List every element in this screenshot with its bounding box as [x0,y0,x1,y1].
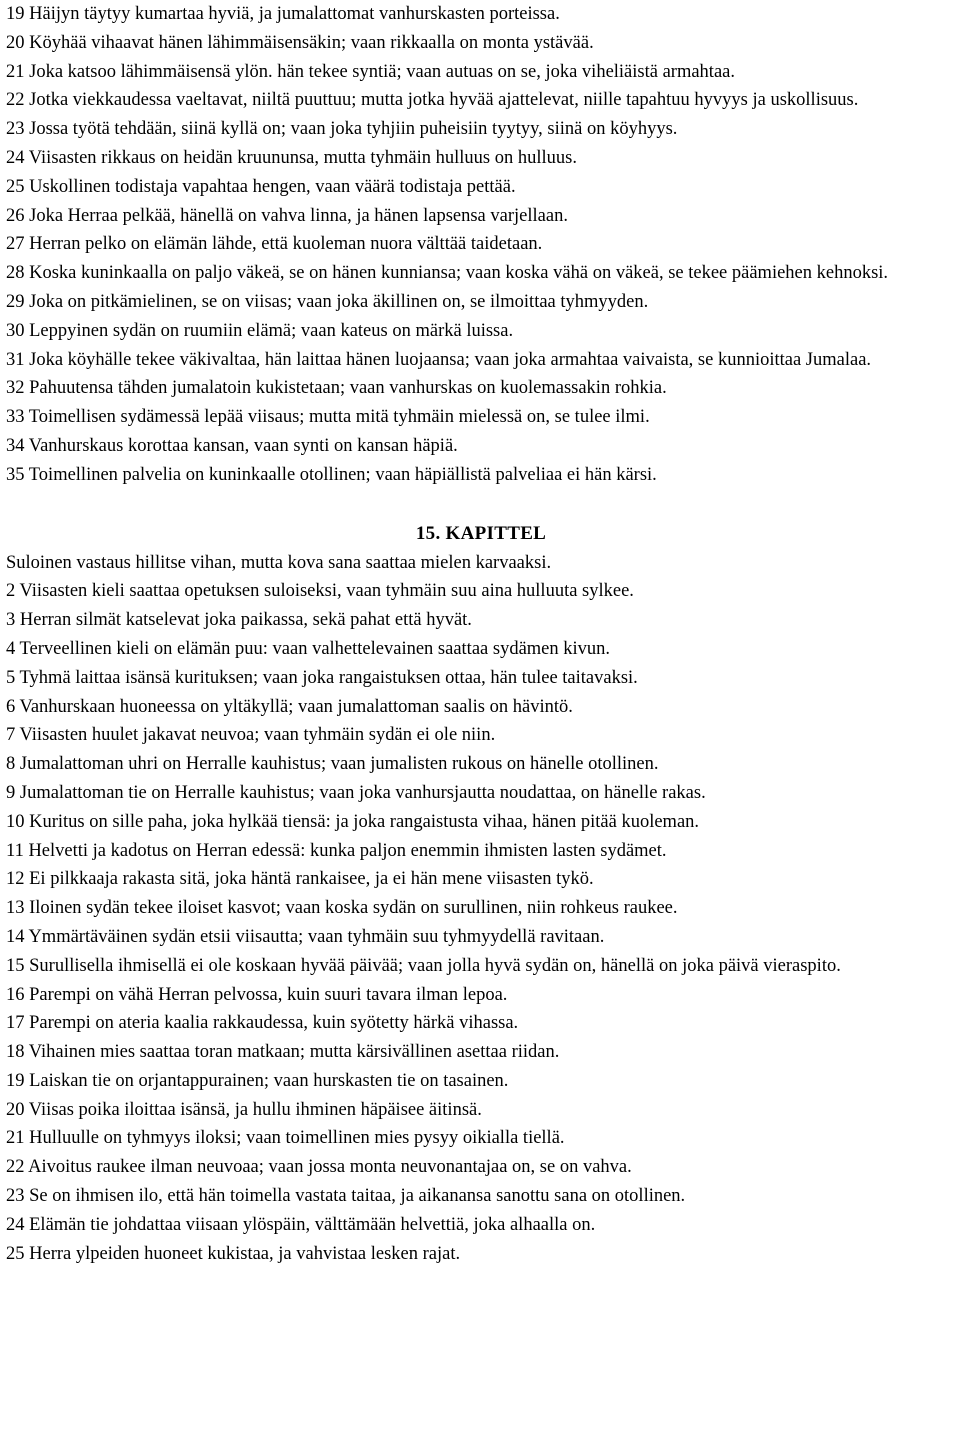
verse-paragraph: 22 Jotka viekkaudessa vaeltavat, niiltä puuttuu; mutta jotka hyvää ajattelevat, niille tapahtuu hyvyys ja uskollisuus. [6,90,859,111]
verse-paragraph: 17 Parempi on ateria kaalia rakkaudessa, kuin syötetty härkä vihassa. [6,1013,519,1034]
verse-paragraph: 20 Köyhää vihaavat hänen lähimmäisensäkin; vaan rikkaalla on monta ystävää. [6,32,594,53]
verse-paragraph: 33 Toimellisen sydämessä lepää viisaus; mutta mitä tyhmäin mielessä on, se tulee ilmi. [6,407,650,428]
verse-paragraph: 22 Aivoitus raukee ilman neuvoaa; vaan jossa monta neuvonantajaa on, se on vahva. [6,1157,632,1178]
verse-paragraph: 23 Se on ihmisen ilo, että hän toimella vastata taitaa, ja aikanansa sanottu sana on otollinen. [6,1186,686,1207]
verse-paragraph: 10 Kuritus on sille paha, joka hylkää tiensä: ja joka rangaistusta vihaa, hänen pitää kuoleman. [6,811,700,832]
verse-paragraph: 18 Vihainen mies saattaa toran matkaan; mutta kärsivällinen asettaa riidan. [6,1042,560,1063]
verse-paragraph: 24 Elämän tie johdattaa viisaan ylöspäin, välttämään helvettiä, joka alhaalla on. [6,1214,596,1235]
verse-paragraph: 19 Laiskan tie on orjantappurainen; vaan hurskasten tie on tasainen. [6,1070,509,1091]
verse-paragraph: 16 Parempi on vähä Herran pelvossa, kuin suuri tavara ilman lepoa. [6,984,508,1005]
verse-paragraph: 21 Hulluulle on tyhmyys iloksi; vaan toimellinen mies pysyy oikialla tiellä. [6,1128,565,1149]
verse-paragraph: 20 Viisas poika iloittaa isänsä, ja hullu ihminen häpäisee äitinsä. [6,1099,482,1120]
verse-paragraph: 4 Terveellinen kieli on elämän puu: vaan valhettelevainen saattaa sydämen kivun. [6,638,611,659]
chapter-heading: 15. KAPITTEL [415,522,547,544]
verse-paragraph: 21 Joka katsoo lähimmäisensä ylön. hän tekee syntiä; vaan autuas on se, joka viheliäistä armahtaa. [6,61,735,82]
verse-paragraph: 31 Joka köyhälle tekee väkivaltaa, hän laittaa hänen luojaansa; vaan joka armahtaa vaivaista, se kunnioittaa Jumalaa. [6,349,872,370]
verse-paragraph: 29 Joka on pitkämielinen, se on viisas; vaan joka äkillinen on, se ilmoittaa tyhmyyden. [6,291,649,312]
verse-paragraph: 26 Joka Herraa pelkää, hänellä on vahva linna, ja hänen lapsensa varjellaan. [6,205,568,226]
verse-paragraph: 12 Ei pilkkaaja rakasta sitä, joka häntä rankaisee, ja ei hän mene viisasten tykö. [6,869,594,890]
verse-paragraph: 25 Herra ylpeiden huoneet kukistaa, ja vahvistaa lesken rajat. [6,1243,461,1264]
verse-paragraph: 11 Helvetti ja kadotus on Herran edessä: kunka paljon enemmin ihmisten lasten sydämet. [6,840,667,861]
verse-paragraph: 28 Koska kuninkaalla on paljo väkeä, se on hänen kunniansa; vaan koska vähä on väkeä, se tekee päämiehen kehnoksi. [6,263,889,284]
verse-paragraph: 27 Herran pelko on elämän lähde, että kuoleman nuora välttää taidetaan. [6,234,543,255]
verse-paragraph: 34 Vanhurskaus korottaa kansan, vaan synti on kansan häpiä. [6,435,458,456]
verse-paragraph: 6 Vanhurskaan huoneessa on yltäkyllä; vaan jumalattoman saalis on hävintö. [6,696,573,717]
verse-paragraph: 19 Häijyn täytyy kumartaa hyviä, ja jumalattomat vanhurskasten porteissa. [6,4,560,24]
verse-paragraph: 8 Jumalattoman uhri on Herralle kauhistus; vaan jumalisten rukous on hänelle otollinen. [6,754,659,775]
verse-paragraph: Suloinen vastaus hillitse vihan, mutta kova sana saattaa mielen karvaaksi. [6,552,552,573]
verse-paragraph: 2 Viisasten kieli saattaa opetuksen suloiseksi, vaan tyhmäin suu aina hulluuta sylkee. [6,581,634,602]
verse-list-chapter-14 [6,0,956,490]
verse-paragraph: 9 Jumalattoman tie on Herralle kauhistus; vaan joka vanhursjautta noudattaa, on hänelle rakas. [6,782,706,803]
verse-paragraph: 5 Tyhmä laittaa isänsä kurituksen; vaan joka rangaistuksen ottaa, hän tulee taitavaksi. [6,667,638,688]
verse-paragraph: 35 Toimellinen palvelia on kuninkaalle otollinen; vaan häpiällistä palveliaa ei hän kärsi. [6,464,657,485]
verse-paragraph: 15 Surullisella ihmisellä ei ole koskaan hyvää päivää; vaan jolla hyvä sydän on, hänellä on joka päivä vieraspito. [6,955,841,976]
verse-paragraph: 7 Viisasten huulet jakavat neuvoa; vaan tyhmäin sydän ei ole niin. [6,725,496,746]
verse-paragraph: 30 Leppyinen sydän on ruumiin elämä; vaan kateus on märkä luissa. [6,320,514,341]
verse-paragraph: 32 Pahuutensa tähden jumalatoin kukistetaan; vaan vanhurskas on kuolemassakin rohkia. [6,378,667,399]
section-gap [6,490,956,518]
verse-paragraph: 23 Jossa työtä tehdään, siinä kyllä on; vaan joka tyhjiin puheisiin tyytyy, siinä on köyhyys. [6,119,678,140]
verse-paragraph: 25 Uskollinen todistaja vapahtaa hengen, vaan väärä todistaja pettää. [6,176,516,197]
verse-paragraph: 24 Viisasten rikkaus on heidän kruununsa, mutta tyhmäin hulluus on hulluus. [6,147,577,168]
verse-paragraph: 14 Ymmärtäväinen sydän etsii viisautta; vaan tyhmäin suu tyhmyydellä ravitaan. [6,926,605,947]
verse-list-chapter-15 [6,549,956,1269]
document-page [6,0,956,1268]
verse-paragraph: 13 Iloinen sydän tekee iloiset kasvot; vaan koska sydän on surullinen, niin rohkeus raukee. [6,898,678,919]
verse-paragraph: 3 Herran silmät katselevat joka paikassa, sekä pahat että hyvät. [6,610,472,631]
